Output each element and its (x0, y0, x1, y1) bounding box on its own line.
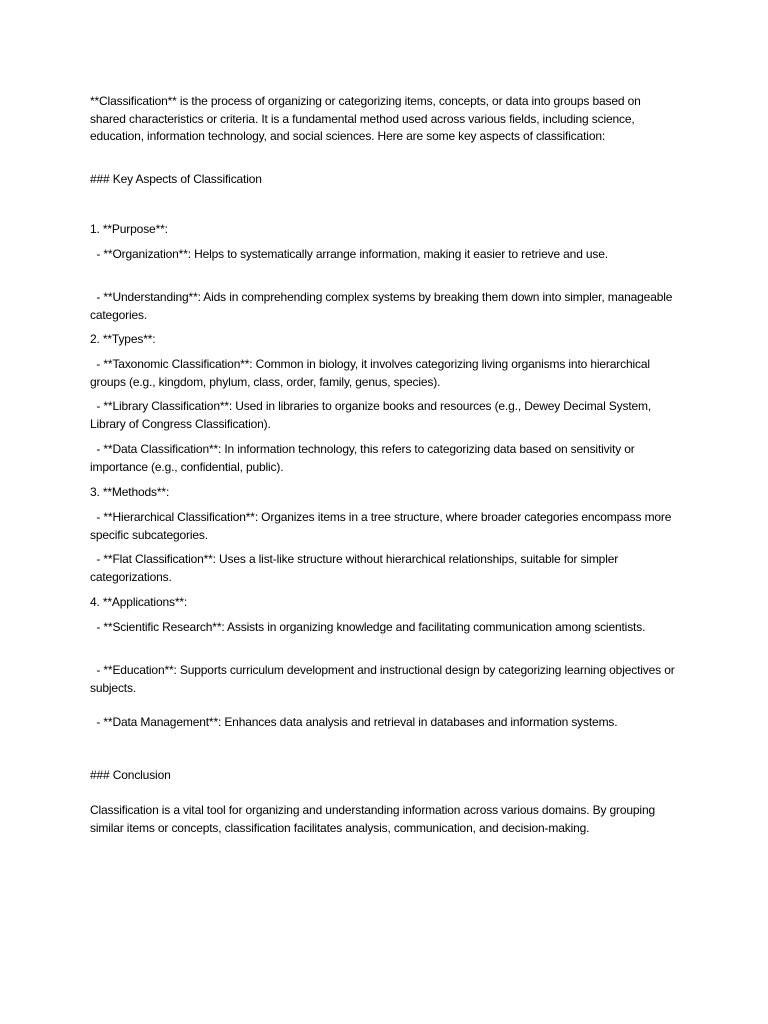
applications-item-education: - **Education**: Supports curriculum development and instructional design by categorizing learning objectives or subjects. (90, 663, 678, 695)
conclusion-heading: ### Conclusion (90, 768, 171, 782)
types-item-taxonomic: - **Taxonomic Classification**: Common in biology, it involves categorizing living organisms into hierarchical groups (e.g., kingdom, phylum, class, order, family, genus, species). (90, 357, 654, 389)
methods-item-flat: - **Flat Classification**: Uses a list-like structure without hierarchical relationships, suitable for simpler categorizations. (90, 552, 622, 584)
purpose-item-understanding: - **Understanding**: Aids in comprehending complex systems by breaking them down into simpler, manageable categories. (90, 290, 676, 322)
conclusion-paragraph: Classification is a vital tool for organizing and understanding information across various domains. By grouping similar items or concepts, classification facilitates analysis, communication, and decision-making. (90, 803, 659, 835)
purpose-title: 1. **Purpose**: (90, 222, 168, 236)
types-title: 2. **Types**: (90, 332, 156, 346)
applications-title: 4. **Applications**: (90, 595, 188, 609)
key-aspects-heading: ### Key Aspects of Classification (90, 172, 262, 186)
purpose-item-organization: - **Organization**: Helps to systematically arrange information, making it easier to retrieve and use. (90, 247, 608, 261)
applications-item-data-management: - **Data Management**: Enhances data analysis and retrieval in databases and information systems. (90, 715, 618, 729)
methods-title: 3. **Methods**: (90, 485, 170, 499)
intro-paragraph: **Classification** is the process of organizing or categorizing items, concepts, or data into groups based on shared characteristics or criteria. It is a fundamental method used across various fields, including science, education, information technology, and social sciences. Here are some key aspects of classification: (90, 94, 644, 143)
applications-item-research: - **Scientific Research**: Assists in organizing knowledge and facilitating communication among scientists. (90, 620, 646, 634)
types-item-data: - **Data Classification**: In information technology, this refers to categorizing data based on sensitivity or importance (e.g., confidential, public). (90, 442, 638, 474)
types-item-library: - **Library Classification**: Used in libraries to organize books and resources (e.g., Dewey Decimal System, Library of Congress Classification). (90, 399, 655, 431)
methods-item-hierarchical: - **Hierarchical Classification**: Organizes items in a tree structure, where broader categories encompass more specific subcategories. (90, 510, 675, 542)
